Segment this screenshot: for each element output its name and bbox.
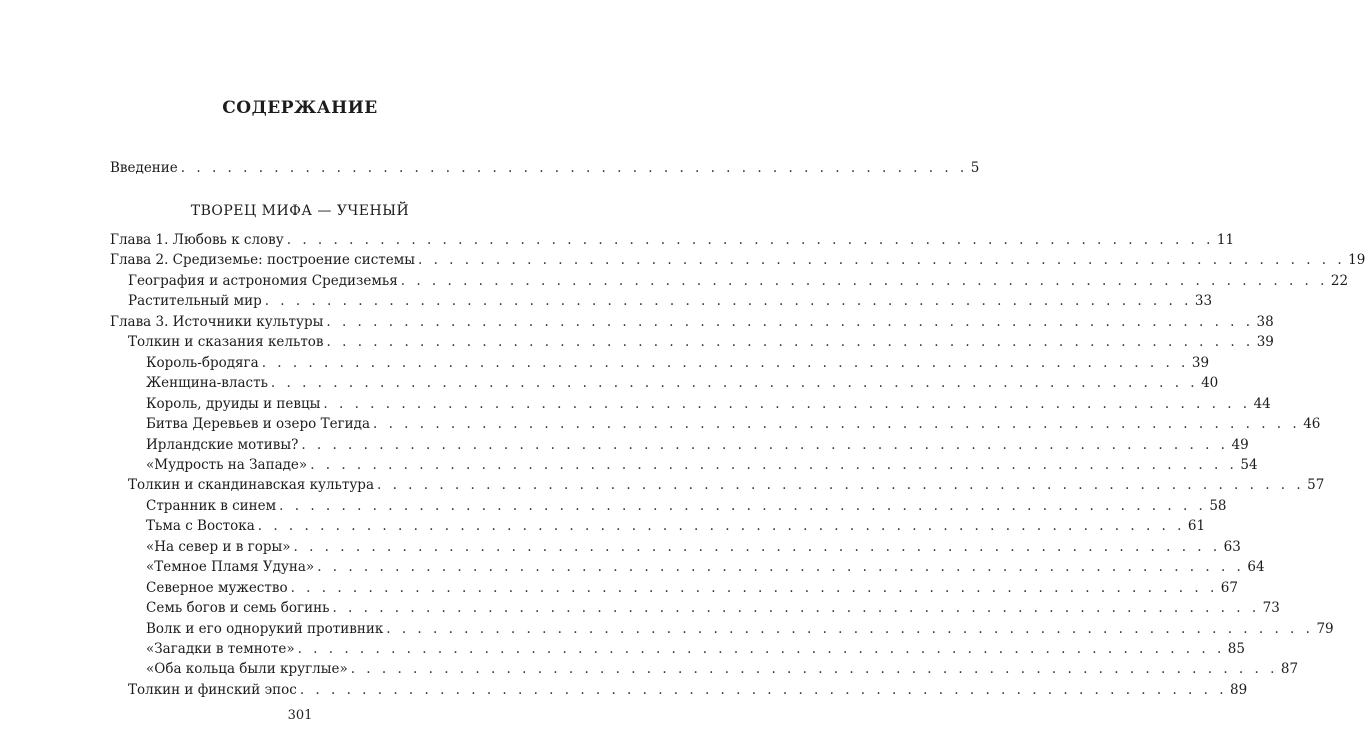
toc-entry-page: 61: [1187, 518, 1206, 535]
toc-entry-page: 44: [1253, 395, 1271, 412]
toc-entry: [146, 661, 1299, 679]
toc-entry-label: Битва Деревьев и озеро Тегида: [146, 416, 371, 433]
toc-entry-label: «Загадки в темноте»: [146, 641, 295, 657]
toc-entry-label: Король, друиды и певцы: [146, 395, 321, 412]
leader-dots: . . . . . . . . . . . . . . . . . . . . . . . . . . . . . . . . . . . . . . . . . . . . . . . . . . . . . . . . . . . .: [418, 252, 1346, 269]
toc-entry-page: 19: [1348, 252, 1365, 269]
toc-entry: [146, 538, 1241, 557]
toc-entry-page: 33: [1194, 293, 1213, 310]
leader-dots: . . . . . . . . . . . . . . . . . . . . . . . . . . . . . . . . . . . . . . . . . . . . . . . . . . . . . . . . . . . .: [377, 477, 1305, 494]
toc-entry: [128, 293, 1213, 311]
leader-dots: . . . . . . . . . . . . . . . . . . . . . . . . . . . . . . . . . . . . . . . . . . . . . . . . . . . . . . . . . . . .: [264, 293, 1192, 310]
toc-entry-page: 79: [1316, 620, 1334, 637]
leader-dots: . . . . . . . . . . . . . . . . . . . . . . . . . . . . . . . . . . . . . . . . . . . . . . . . . . . . . . . . . . . .: [299, 681, 1227, 698]
toc-entry-label: «На север и в горы»: [146, 538, 291, 555]
toc-entry: [128, 334, 1274, 352]
toc-entry-page: 5: [970, 160, 980, 176]
toc-entry-page: 89: [1230, 681, 1248, 698]
toc-entry-label: Семь богов и семь богинь: [146, 600, 330, 617]
toc-entry-label: Глава 3. Источники культуры: [110, 313, 324, 330]
leader-dots: . . . . . . . . . . . . . . . . . . . . . . . . . . . . . . . . . . . . . . . . . . . . . . . . . . . . . . . . . . . .: [293, 538, 1221, 555]
page-number: 301: [287, 708, 313, 723]
leader-dots: . . . . . . . . . . . . . . . . . . . . . . . . . . . . . . . . . . . . . . . . . . . . . . . . . . . . . . . . . . . .: [290, 579, 1218, 596]
toc-entry-page: 40: [1201, 375, 1219, 392]
toc-entry-page: 46: [1303, 416, 1321, 433]
toc-entry: [110, 313, 1274, 332]
toc-entry: [110, 232, 1235, 250]
toc-entry-label: Толкин и скандинавская культура: [128, 477, 374, 494]
toc-entry-page: 11: [1216, 232, 1235, 248]
toc-entry: [146, 559, 1265, 577]
leader-dots: . . . . . . . . . . . . . . . . . . . . . . . . . . . . . . . . . . . . . . . . . . . . . . . . . . . . . . . . . . . .: [270, 375, 1199, 392]
toc-entry: [146, 641, 1245, 659]
toc-entry-page: 39: [1256, 334, 1274, 351]
toc-entry-label: Глава 2. Средиземье: построение системы: [110, 252, 415, 269]
leader-dots: . . . . . . . . . . . . . . . . . . . . . . . . . . . . . . . . . . . . . . . . . . . . . . . . . . . . . . . . . . . .: [310, 456, 1238, 473]
toc-entry-label: Введение: [110, 160, 178, 176]
toc-entry-label: Странник в синем: [146, 497, 277, 514]
toc-entry-label: География и астрономия Средиземья: [128, 272, 398, 289]
leader-dots: . . . . . . . . . . . . . . . . . . . . . . . . . . . . . . . . . . . . . . . . . . . . . . . . . . . . . . . . . . . .: [261, 354, 1189, 371]
toc-entry: [146, 497, 1227, 516]
toc-entry-page: 49: [1231, 436, 1249, 453]
toc-entry: [146, 354, 1210, 373]
toc-entry-page: 57: [1307, 477, 1325, 494]
toc-entry-label: Волк и его однорукий противник: [146, 620, 384, 637]
leader-dots: . . . . . . . . . . . . . . . . . . . . . . . . . . . . . . . . . . . . . . . . . . . . . . . . . . . . . . . . . . . .: [326, 313, 1254, 330]
leader-dots: . . . . . . . . . . . . . . . . . . . . . . . . . . . . . . . . . . . . . . . . . . . . . . . . . . . . . . . . . . . .: [297, 641, 1225, 657]
toc-entry-page: 85: [1227, 641, 1245, 657]
toc-entry-page: 54: [1240, 456, 1258, 473]
leader-dots: . . . . . . . . . . . . . . . . . . . . . . . . . . . . . . . . . . . . . . . . . . . . . . . . . . . . . . . . . . . .: [317, 559, 1245, 576]
toc-entry: [146, 436, 1249, 455]
toc-entry: [128, 477, 1325, 495]
leader-dots: . . . . . . . . . . . . . . . . . . . . . . . . . . . . . . . . . . . . . . . . . . . . . . . . . . . . . . . . . . . .: [301, 436, 1229, 453]
toc-entry-page: 73: [1262, 600, 1280, 617]
leader-dots: . . . . . . . . . . . . . . . . . . . . . . . . . . . . . . . . . . . . . . . . . . . . . . . . . . . . . . . . . . . .: [323, 395, 1251, 412]
leader-dots: . . . . . . . . . . . . . . . . . . . . . . . . . . . . . . . . . . . . . . . . . . . . . . . . . . . . . . . . . . . .: [386, 620, 1314, 637]
leader-dots: . . . . . . . . . . . . . . . . . . . . . . . . . . . . . . . . . . . . . . . . . . . . . . . . . . . . . . . . . . . .: [332, 600, 1260, 617]
toc-entry-page: 39: [1191, 354, 1210, 371]
toc-entry-label: «Мудрость на Западе»: [146, 456, 308, 473]
toc-entry-label: Женщина-власть: [146, 375, 268, 392]
leader-dots: . . . . . . . . . . . . . . . . . . . . . . . . . . . . . . . . . . . . . . . . . . . . . . . . . . . . . . . . . . . .: [326, 334, 1254, 351]
toc-entry: [146, 416, 1321, 434]
toc-entry-page: 58: [1209, 497, 1227, 514]
toc-entry-page: 64: [1247, 559, 1265, 576]
toc-entry: [146, 600, 1280, 618]
toc-entry: [128, 272, 1349, 291]
toc-entry: [146, 456, 1258, 475]
toc-entry: [110, 252, 1365, 270]
toc-entry-page: 87: [1280, 661, 1299, 678]
toc-entry-label: Северное мужество: [146, 579, 288, 596]
leader-dots: . . . . . . . . . . . . . . . . . . . . . . . . . . . . . . . . . . . . . . . . . . . . . . . . . . . . . . . . . . . .: [373, 416, 1301, 433]
toc-entry-label: Толкин и сказания кельтов: [128, 334, 324, 351]
page-title: СОДЕРЖАНИЕ: [222, 98, 378, 118]
leader-dots: . . . . . . . . . . . . . . . . . . . . . . . . . . . . . . . . . . . . . . . . . . . . . . . . . . . . . . . . . . . .: [257, 518, 1185, 535]
part-heading: ТВОРЕЦ МИФА — УЧЕНЫЙ: [190, 203, 410, 219]
toc-entry-page: 22: [1330, 272, 1349, 289]
toc-entry-page: 67: [1220, 579, 1238, 596]
toc-entry: [146, 620, 1334, 639]
toc-entry-label: Тьма с Востока: [146, 518, 255, 535]
toc-entry: [146, 579, 1238, 598]
toc-entry-label: «Оба кольца были круглые»: [146, 661, 348, 678]
toc-entry-label: Растительный мир: [128, 293, 262, 310]
toc-entry-label: Король-бродяга: [146, 354, 259, 371]
leader-dots: . . . . . . . . . . . . . . . . . . . . . . . . . . . . . . . . . . . . . . . . . . . . . . . . . . . . . . . . . . . .: [286, 232, 1214, 248]
toc-entry: [146, 518, 1206, 536]
toc-entry-page: 38: [1256, 313, 1274, 330]
toc-entry-label: Ирландские мотивы?: [146, 436, 299, 453]
leader-dots: . . . . . . . . . . . . . . . . . . . . . . . . . . . . . . . . . . . . . . . . . . . . . . . . . . .: [180, 160, 968, 176]
toc-entry: [128, 681, 1248, 700]
toc-entry: [146, 375, 1219, 393]
leader-dots: . . . . . . . . . . . . . . . . . . . . . . . . . . . . . . . . . . . . . . . . . . . . . . . . . . . . . . . . . . . .: [279, 497, 1207, 514]
toc-entry-label: Толкин и финский эпос: [128, 681, 297, 698]
leader-dots: . . . . . . . . . . . . . . . . . . . . . . . . . . . . . . . . . . . . . . . . . . . . . . . . . . . . . . . . . . . .: [400, 272, 1328, 289]
toc-entry: [146, 395, 1271, 414]
toc-entry-label: Глава 1. Любовь к слову: [110, 232, 284, 248]
toc-entry-page: 63: [1223, 538, 1241, 555]
leader-dots: . . . . . . . . . . . . . . . . . . . . . . . . . . . . . . . . . . . . . . . . . . . . . . . . . . . . . . . . . . . .: [350, 661, 1278, 678]
toc-entry-label: «Темное Пламя Удуна»: [146, 559, 315, 576]
